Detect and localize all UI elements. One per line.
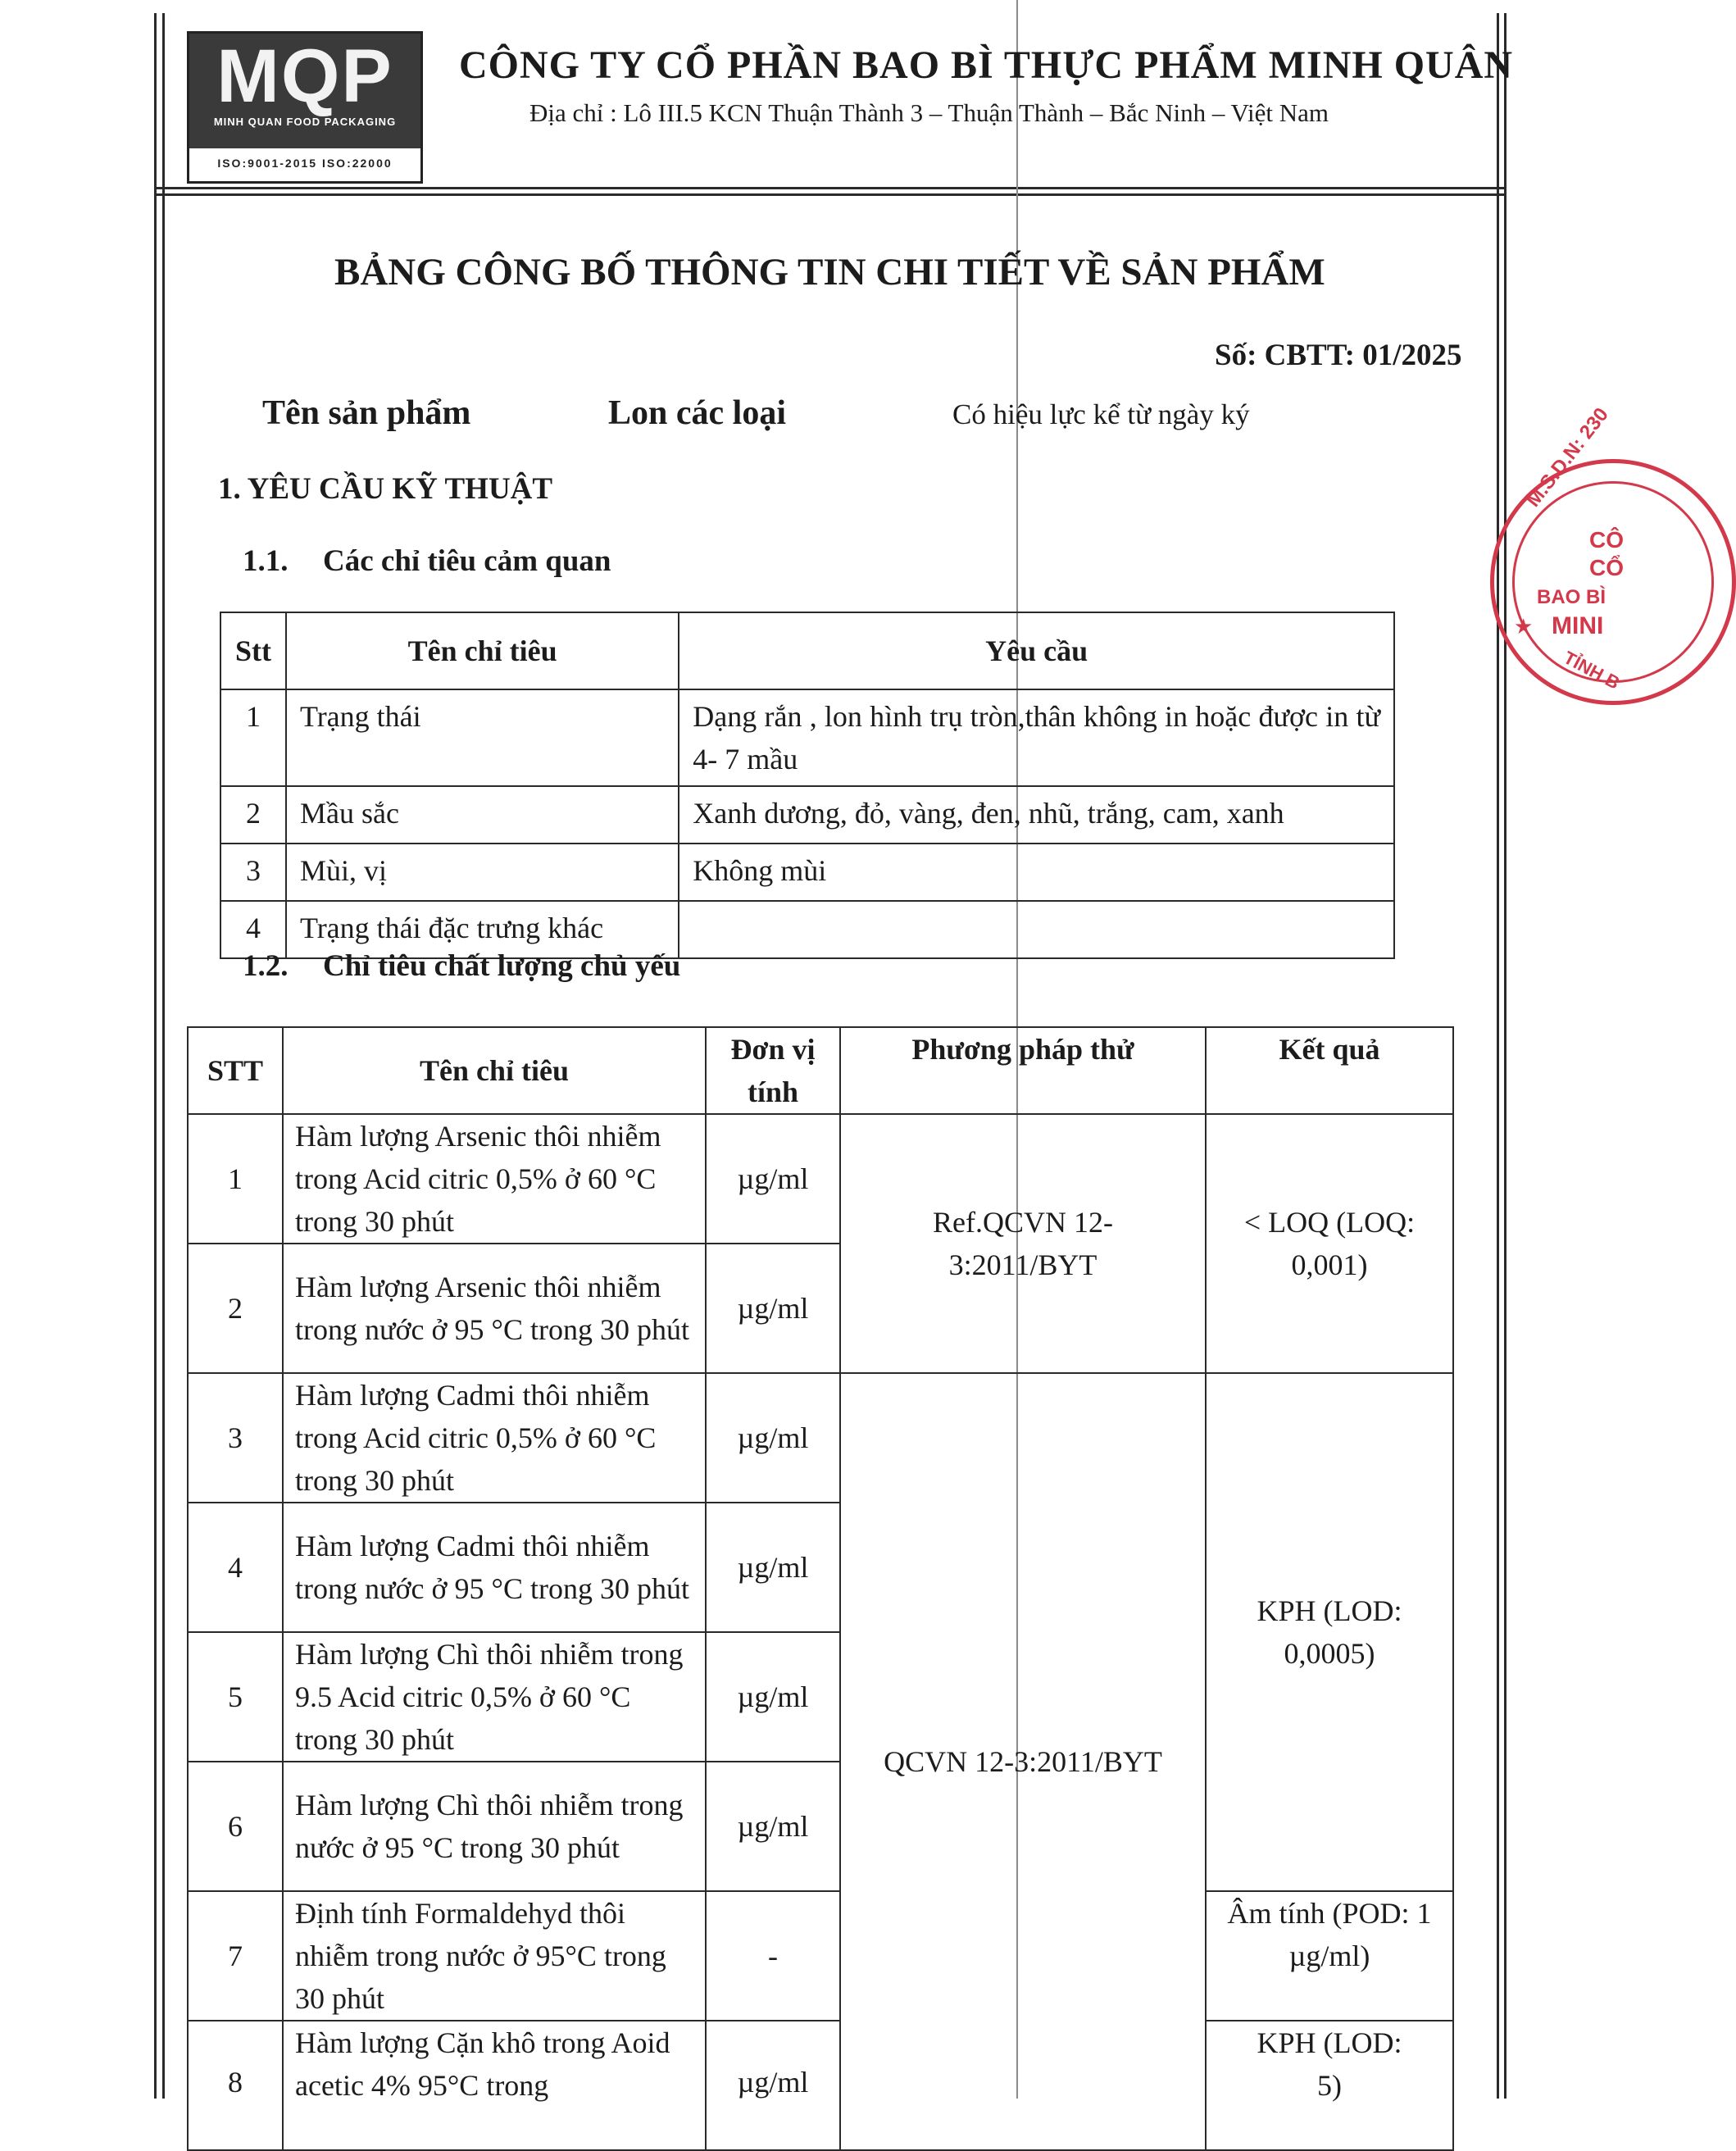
row-name: Hàm lượng Cadmi thôi nhiễm trong nước ở 95 °C trong 30 phút <box>283 1503 706 1632</box>
row-name: Định tính Formaldehyd thôi nhiễm trong nước ở 95°C trong 30 phút <box>283 1891 706 2021</box>
row-stt: 1 <box>220 689 286 786</box>
table-row <box>188 1114 1453 1244</box>
column-header-result: Kết quả <box>1206 1027 1453 1114</box>
row-unit: µg/ml <box>706 1632 840 1762</box>
logo-dark-panel <box>189 34 420 148</box>
column-header-stt: STT <box>188 1027 283 1114</box>
result-cell-pod: Âm tính (POD: 1 µg/ml) <box>1206 1891 1453 2021</box>
row-name: Hàm lượng Chì thôi nhiễm trong nước ở 95 °C trong 30 phút <box>283 1762 706 1891</box>
quality-table <box>187 1026 1454 2151</box>
row-unit: µg/ml <box>706 1114 840 1244</box>
row-name: Trạng thái đặc trưng khác <box>286 901 679 958</box>
column-header-name: Tên chỉ tiêu <box>283 1027 706 1114</box>
column-header-unit: Đơn vị tính <box>706 1027 840 1114</box>
result-cell-lod5: KPH (LOD: 5) <box>1206 2021 1453 2150</box>
method-cell-ref: Ref.QCVN 12-3:2011/BYT <box>840 1114 1206 1373</box>
section-1-2-title: Chỉ tiêu chất lượng chủ yếu <box>323 949 681 983</box>
row-stt: 1 <box>188 1114 283 1244</box>
row-requirement: Dạng rắn , lon hình trụ tròn,thân không in hoặc được in từ 4- 7 mầu <box>679 689 1394 786</box>
document-title: BẢNG CÔNG BỐ THÔNG TIN CHI TIẾT VỀ SẢN PHẨM <box>334 251 1325 293</box>
column-header-stt: Stt <box>220 612 286 689</box>
table-row <box>220 689 1394 786</box>
table-row <box>220 786 1394 844</box>
product-label: Tên sản phẩm <box>262 394 471 432</box>
logo-tagline: MINH QUAN FOOD PACKAGING <box>213 116 397 128</box>
sensory-table <box>220 612 1395 959</box>
document-number: Số: CBTT: 01/2025 <box>1215 339 1462 372</box>
stamp-line-4: MINI <box>1552 612 1604 639</box>
table-row <box>220 844 1394 901</box>
row-requirement: Không mùi <box>679 844 1394 901</box>
stamp-line-3: BAO BÌ <box>1537 586 1606 608</box>
result-cell-lod: KPH (LOD: 0,0005) <box>1206 1373 1453 1891</box>
header-divider-1 <box>154 187 1507 189</box>
frame-left-outer <box>154 13 157 2099</box>
row-requirement: Xanh dương, đỏ, vàng, đen, nhũ, trắng, cam, xanh <box>679 786 1394 844</box>
row-name: Hàm lượng Chì thôi nhiễm trong 9.5 Acid citric 0,5% ở 60 °C trong 30 phút <box>283 1632 706 1762</box>
column-header-name: Tên chỉ tiêu <box>286 612 679 689</box>
result-cell-loq: < LOQ (LOQ: 0,001) <box>1206 1114 1453 1373</box>
row-stt: 7 <box>188 1891 283 2021</box>
row-unit: µg/ml <box>706 1503 840 1632</box>
row-stt: 3 <box>188 1373 283 1503</box>
stamp-line-2: CỔ <box>1589 555 1624 580</box>
logo-brand: MQP <box>216 34 393 118</box>
header-divider-2 <box>154 193 1507 196</box>
stamp-inner-ring <box>1512 481 1714 683</box>
row-requirement <box>679 901 1394 958</box>
row-stt: 3 <box>220 844 286 901</box>
method-cell-qcvn: QCVN 12-3:2011/BYT <box>840 1373 1206 2150</box>
table-header-row <box>188 1027 1453 1114</box>
row-unit: µg/ml <box>706 1244 840 1373</box>
column-header-requirement: Yêu cầu <box>679 612 1394 689</box>
row-name: Mầu sắc <box>286 786 679 844</box>
row-name: Hàm lượng Arsenic thôi nhiễm trong nước ở 95 °C trong 30 phút <box>283 1244 706 1373</box>
table-header-row <box>220 612 1394 689</box>
row-stt: 2 <box>220 786 286 844</box>
row-name: Mùi, vị <box>286 844 679 901</box>
frame-left-inner <box>162 13 165 2099</box>
section-1-heading: 1. YÊU CẦU KỸ THUẬT <box>218 472 553 506</box>
row-stt: 8 <box>188 2021 283 2150</box>
stamp-star-icon: ★ <box>1514 614 1534 639</box>
company-stamp <box>1490 403 1736 705</box>
table-row <box>188 2021 1453 2150</box>
row-unit: µg/ml <box>706 2021 840 2150</box>
stamp-line-1: CÔ <box>1589 527 1624 553</box>
frame-right-outer <box>1497 13 1499 2099</box>
row-stt: 5 <box>188 1632 283 1762</box>
logo-certifications: ISO:9001-2015 ISO:22000 <box>217 157 393 170</box>
row-stt: 2 <box>188 1244 283 1373</box>
row-unit: µg/ml <box>706 1762 840 1891</box>
row-stt: 4 <box>220 901 286 958</box>
stamp-ring-text: M.S.D.N: 230 <box>1522 403 1613 512</box>
row-name: Hàm lượng Cadmi thôi nhiễm trong Acid citric 0,5% ở 60 °C trong 30 phút <box>283 1373 706 1503</box>
row-stt: 4 <box>188 1503 283 1632</box>
row-name: Hàm lượng Cặn khô trong Aoid acetic 4% 95°C trong <box>283 2021 706 2150</box>
row-name: Hàm lượng Arsenic thôi nhiễm trong Acid citric 0,5% ở 60 °C trong 30 phút <box>283 1114 706 1244</box>
company-name: CÔNG TY CỔ PHẦN BAO BÌ THỰC PHẨM MINH QUÂN <box>459 43 1514 87</box>
row-stt: 6 <box>188 1762 283 1891</box>
frame-right-inner <box>1504 13 1507 2099</box>
section-1-1-title: Các chỉ tiêu cảm quan <box>323 544 611 578</box>
row-unit: µg/ml <box>706 1373 840 1503</box>
section-1-2-number: 1.2. <box>243 949 289 983</box>
table-row <box>188 1891 1453 2021</box>
company-logo <box>187 31 423 184</box>
table-row <box>188 1373 1453 1503</box>
company-address: Địa chỉ : Lô III.5 KCN Thuận Thành 3 – Thuận Thành – Bắc Ninh – Việt Nam <box>529 98 1329 127</box>
column-header-method: Phương pháp thử <box>840 1027 1206 1114</box>
section-1-1-number: 1.1. <box>243 544 289 578</box>
row-unit: - <box>706 1891 840 2021</box>
product-value: Lon các loại <box>608 394 786 432</box>
validity-note: Có hiệu lực kể từ ngày ký <box>952 398 1250 430</box>
stamp-bottom-text: TỈNH B <box>1560 647 1624 694</box>
row-name: Trạng thái <box>286 689 679 786</box>
